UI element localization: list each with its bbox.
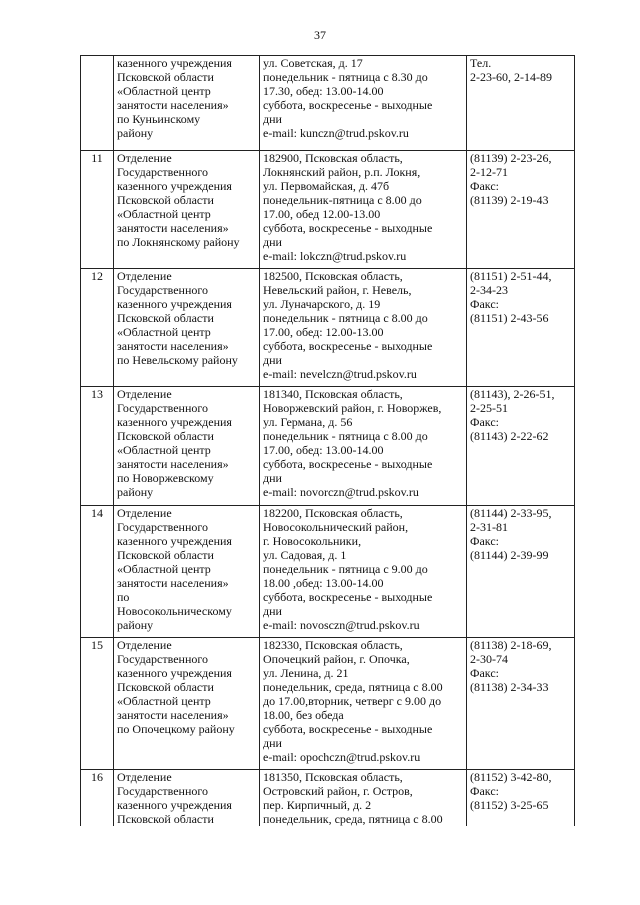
office-address-line: суббота, воскресенье - выходные <box>263 722 433 736</box>
office-address-line: дни <box>263 235 282 249</box>
office-name-line: по Куньинскому <box>117 112 201 126</box>
office-name-line: району <box>117 126 154 140</box>
office-address-cell <box>260 387 467 506</box>
office-address-line: 18.00 ,обед: 13.00-14.00 <box>263 576 384 590</box>
office-phones-line: Факс: <box>470 666 499 680</box>
table-row <box>81 269 575 387</box>
office-name-line: казенного учреждения <box>117 666 232 680</box>
office-address-line: 182330, Псковская область, <box>263 638 403 652</box>
office-address-line: e-mail: lokczn@trud.pskov.ru <box>263 249 407 263</box>
office-address-line: понедельник, среда, пятница с 8.00 <box>263 680 443 694</box>
office-name-line: по Локнянскому району <box>117 235 240 249</box>
office-phones-cell <box>467 387 575 506</box>
office-name-line: району <box>117 618 154 632</box>
office-address-line: дни <box>263 736 282 750</box>
office-name-line: «Областной центр <box>117 443 211 457</box>
office-address-line: ул. Луначарского, д. 19 <box>263 297 381 311</box>
office-address-line: 182200, Псковская область, <box>263 506 403 520</box>
office-phones-line: (81143), 2-26-51, <box>470 387 555 401</box>
office-name-line: по Невельскому району <box>117 353 238 367</box>
office-phones-line: 2-34-23 <box>470 283 508 297</box>
office-name-cell <box>114 151 260 269</box>
office-name-line: Отделение <box>117 151 172 165</box>
office-address-line: Островский район, г. Остров, <box>263 784 413 798</box>
office-name-cell <box>114 387 260 506</box>
office-name-line: занятости населения» <box>117 708 229 722</box>
office-name-line: Государственного <box>117 401 208 415</box>
office-phones-line: 2-25-51 <box>470 401 508 415</box>
office-address-line: понедельник - пятница с 8.00 до <box>263 429 428 443</box>
office-phones-cell <box>467 638 575 770</box>
office-name-line: Государственного <box>117 784 208 798</box>
office-name-line: Отделение <box>117 506 172 520</box>
office-name-line: «Областной центр <box>117 207 211 221</box>
row-number: 14 <box>81 506 114 638</box>
office-address-line: пер. Кирпичный, д. 2 <box>263 798 372 812</box>
office-name-line: занятости населения» <box>117 339 229 353</box>
office-address-line: ул. Первомайская, д. 47б <box>263 179 390 193</box>
office-name-line: Новосокольническому <box>117 604 232 618</box>
office-phones-line: Факс: <box>470 534 499 548</box>
table-row <box>81 638 575 770</box>
office-address-line: 17.30, обед: 13.00-14.00 <box>263 84 384 98</box>
office-phones-line: 2-30-74 <box>470 652 508 666</box>
office-address-line: дни <box>263 604 282 618</box>
office-name-line: Государственного <box>117 283 208 297</box>
office-name-line: Псковской области <box>117 680 214 694</box>
office-phones-cell <box>467 506 575 638</box>
table-row <box>81 770 575 827</box>
office-address-line: понедельник - пятница с 8.00 до <box>263 311 428 325</box>
office-address-line: суббота, воскресенье - выходные <box>263 339 433 353</box>
office-address-line: 181350, Псковская область, <box>263 770 403 784</box>
office-name-line: занятости населения» <box>117 221 229 235</box>
office-name-cell <box>114 56 260 151</box>
office-phones-line: (81138) 2-34-33 <box>470 680 549 694</box>
office-name-line: Псковской области <box>117 812 214 826</box>
office-name-line: по Опочецкому району <box>117 722 235 736</box>
office-address-line: e-mail: nevelczn@trud.pskov.ru <box>263 367 417 381</box>
office-name-line: казенного учреждения <box>117 534 232 548</box>
office-address-line: 17.00, обед 12.00-13.00 <box>263 207 381 221</box>
row-number: 16 <box>81 770 114 827</box>
row-number <box>81 56 114 151</box>
office-address-line: понедельник - пятница с 9.00 до <box>263 562 428 576</box>
office-phones-line: (81143) 2-22-62 <box>470 429 549 443</box>
row-number: 12 <box>81 269 114 387</box>
employment-centers-table <box>80 55 575 826</box>
office-name-line: Отделение <box>117 269 172 283</box>
page-number: 37 <box>314 28 326 42</box>
office-name-line: по Новоржевскому <box>117 471 214 485</box>
office-address-line: e-mail: kunczn@trud.pskov.ru <box>263 126 409 140</box>
office-phones-line: Факс: <box>470 297 499 311</box>
office-address-line: Новоржевский район, г. Новоржев, <box>263 401 442 415</box>
office-name-line: «Областной центр <box>117 325 211 339</box>
office-address-line: 181340, Псковская область, <box>263 387 403 401</box>
office-name-line: Государственного <box>117 652 208 666</box>
office-name-line: Псковской области <box>117 311 214 325</box>
office-name-line: Государственного <box>117 520 208 534</box>
office-name-line: «Областной центр <box>117 694 211 708</box>
office-phones-line: (81144) 2-39-99 <box>470 548 549 562</box>
office-address-line: 17.00, обед: 13.00-14.00 <box>263 443 384 457</box>
office-phones-line: (81151) 2-51-44, <box>470 269 552 283</box>
office-address-cell <box>260 770 467 827</box>
office-address-line: Локнянский район, р.п. Локня, <box>263 165 421 179</box>
office-phones-line: 2-31-81 <box>470 520 508 534</box>
row-number: 15 <box>81 638 114 770</box>
office-address-line: 17.00, обед: 12.00-13.00 <box>263 325 384 339</box>
office-name-line: казенного учреждения <box>117 56 232 70</box>
office-name-line: Государственного <box>117 165 208 179</box>
office-name-cell <box>114 506 260 638</box>
office-name-cell <box>114 269 260 387</box>
office-name-line: Отделение <box>117 638 172 652</box>
office-name-line: Псковской области <box>117 548 214 562</box>
office-phones-line: Факс: <box>470 784 499 798</box>
office-address-line: ул. Ленина, д. 21 <box>263 666 349 680</box>
table-row <box>81 56 575 151</box>
office-name-line: казенного учреждения <box>117 798 232 812</box>
office-address-line: e-mail: opochczn@trud.pskov.ru <box>263 750 421 764</box>
row-number: 11 <box>81 151 114 269</box>
office-address-line: суббота, воскресенье - выходные <box>263 590 433 604</box>
office-phones-line: (81138) 2-18-69, <box>470 638 552 652</box>
office-address-line: e-mail: novosczn@trud.pskov.ru <box>263 618 420 632</box>
office-address-cell <box>260 151 467 269</box>
office-address-line: понедельник - пятница с 8.30 до <box>263 70 428 84</box>
table-row <box>81 387 575 506</box>
office-name-line: району <box>117 485 154 499</box>
office-name-line: занятости населения» <box>117 457 229 471</box>
office-address-line: Опочецкий район, г. Опочка, <box>263 652 410 666</box>
office-name-line: занятости населения» <box>117 576 229 590</box>
office-name-line: «Областной центр <box>117 562 211 576</box>
office-address-line: суббота, воскресенье - выходные <box>263 457 433 471</box>
row-number: 13 <box>81 387 114 506</box>
office-phones-cell <box>467 56 575 151</box>
office-phones-line: Факс: <box>470 415 499 429</box>
office-address-line: суббота, воскресенье - выходные <box>263 221 433 235</box>
office-name-line: Отделение <box>117 387 172 401</box>
office-phones-line: Факс: <box>470 179 499 193</box>
office-name-cell <box>114 770 260 827</box>
office-phones-line: (81151) 2-43-56 <box>470 311 549 325</box>
office-address-cell <box>260 56 467 151</box>
office-name-line: Отделение <box>117 770 172 784</box>
office-phones-line: (81152) 3-25-65 <box>470 798 549 812</box>
office-address-line: суббота, воскресенье - выходные <box>263 98 433 112</box>
office-name-cell <box>114 638 260 770</box>
office-name-line: казенного учреждения <box>117 415 232 429</box>
office-name-line: Псковской области <box>117 70 214 84</box>
office-address-line: ул. Германа, д. 56 <box>263 415 353 429</box>
office-name-line: занятости населения» <box>117 98 229 112</box>
office-name-line: «Областной центр <box>117 84 211 98</box>
office-address-line: ул. Советская, д. 17 <box>263 56 363 70</box>
office-phones-line: 2-12-71 <box>470 165 508 179</box>
office-address-line: Невельский район, г. Невель, <box>263 283 412 297</box>
office-phones-line: Тел. <box>470 56 492 70</box>
office-name-line: казенного учреждения <box>117 297 232 311</box>
office-phones-line: (81139) 2-19-43 <box>470 193 549 207</box>
office-name-line: казенного учреждения <box>117 179 232 193</box>
office-address-line: 18.00, без обеда <box>263 708 344 722</box>
office-address-line: дни <box>263 112 282 126</box>
office-address-cell <box>260 269 467 387</box>
table-body <box>81 56 575 827</box>
office-phones-cell <box>467 151 575 269</box>
table-row <box>81 506 575 638</box>
office-name-line: Псковской области <box>117 193 214 207</box>
office-name-line: Псковской области <box>117 429 214 443</box>
office-address-line: ул. Садовая, д. 1 <box>263 548 347 562</box>
office-address-line: дни <box>263 353 282 367</box>
office-address-line: понедельник, среда, пятница с 8.00 <box>263 812 443 826</box>
office-phones-line: (81152) 3-42-80, <box>470 770 552 784</box>
office-address-line: до 17.00,вторник, четверг с 9.00 до <box>263 694 442 708</box>
office-phones-line: 2-23-60, 2-14-89 <box>470 70 552 84</box>
office-address-cell <box>260 506 467 638</box>
office-address-line: e-mail: novorczn@trud.pskov.ru <box>263 485 419 499</box>
office-address-line: 182900, Псковская область, <box>263 151 403 165</box>
office-address-line: Новосокольнический район, <box>263 520 409 534</box>
office-address-line: 182500, Псковская область, <box>263 269 403 283</box>
table-row <box>81 151 575 269</box>
office-name-line: по <box>117 590 130 604</box>
office-phones-cell <box>467 269 575 387</box>
office-phones-cell <box>467 770 575 827</box>
office-phones-line: (81144) 2-33-95, <box>470 506 552 520</box>
office-address-cell <box>260 638 467 770</box>
office-address-line: дни <box>263 471 282 485</box>
office-address-line: г. Новосокольники, <box>263 534 362 548</box>
office-phones-line: (81139) 2-23-26, <box>470 151 552 165</box>
office-address-line: понедельник-пятница с 8.00 до <box>263 193 422 207</box>
